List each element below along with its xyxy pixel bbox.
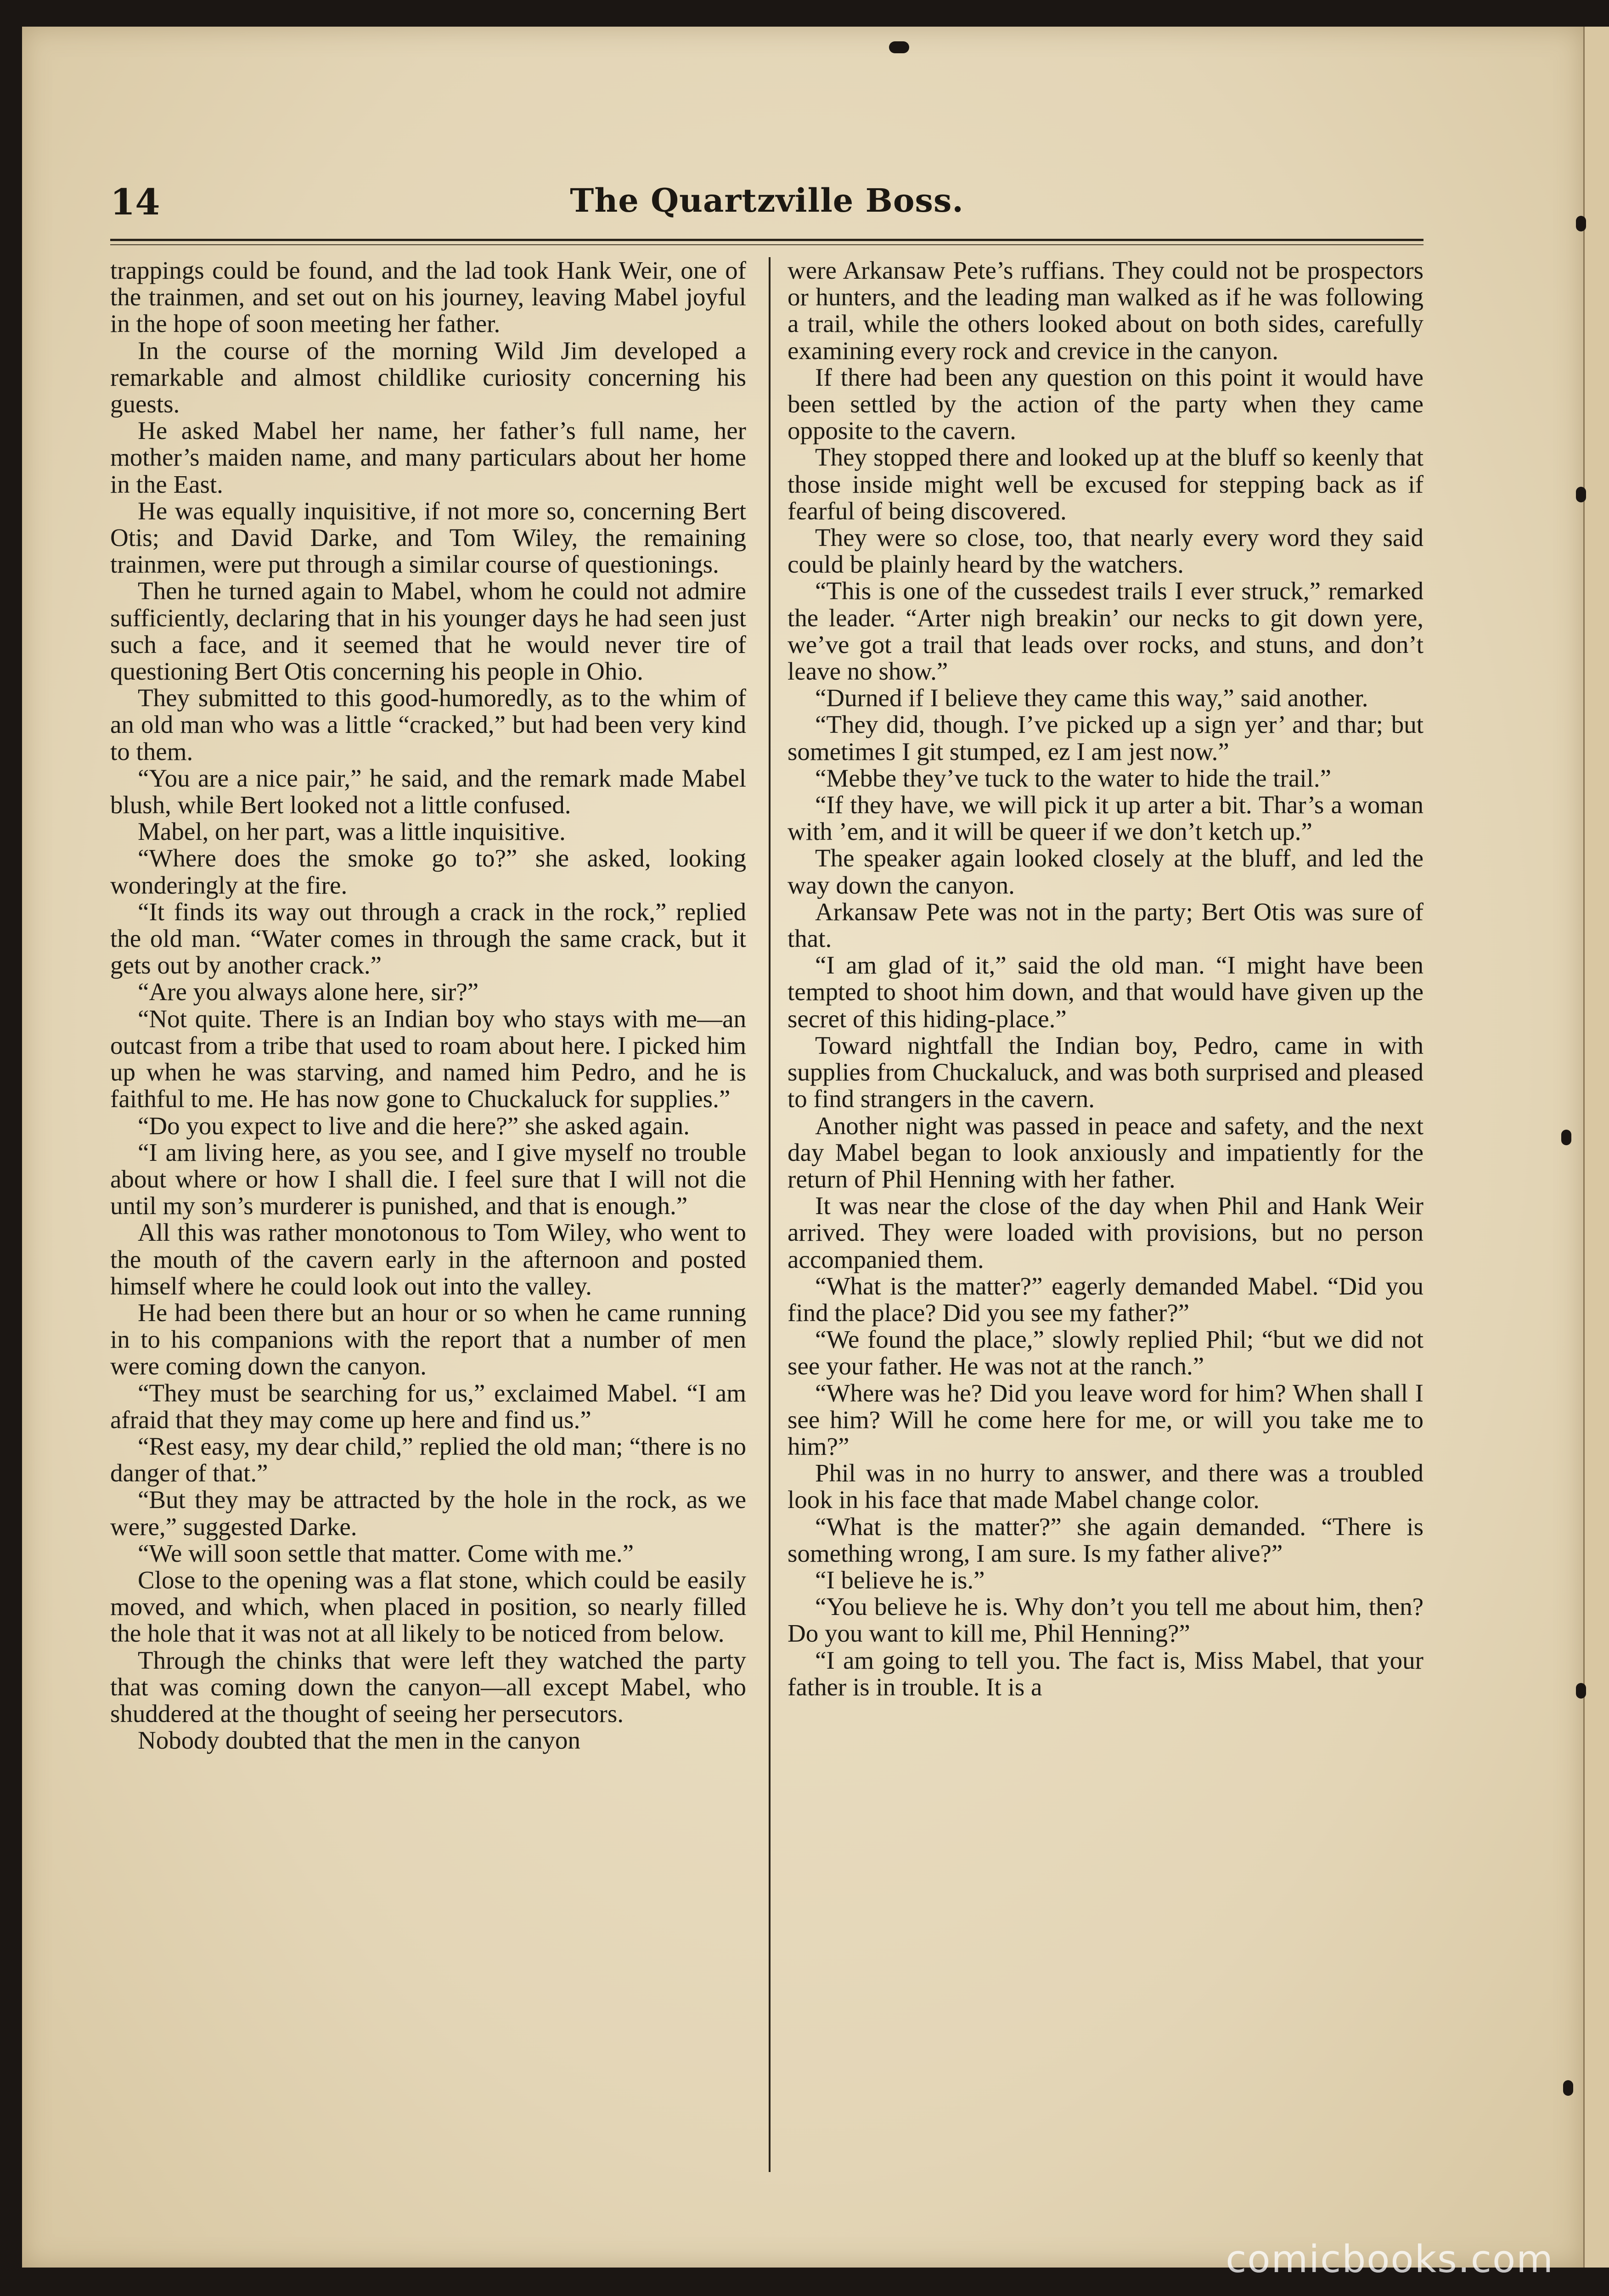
paragraph: In the course of the morning Wild Jim developed a remarkable and almost childlike curiosity concerning his guests. xyxy=(110,336,746,418)
binding-hole xyxy=(1576,216,1586,231)
paragraph: “Where was he? Did you leave word for him? When shall I see him? Will he come here for me, or will you take me to him?” xyxy=(788,1379,1423,1460)
binding-hole xyxy=(1563,2080,1573,2096)
header-rule-thin xyxy=(110,244,1423,245)
paragraph: were Arkansaw Pete’s ruffians. They could not be prospectors or hunters, and the leading man walked as if he was following a trail, while the others looked about on both sides, carefully examining every rock and crevice in the canyon. xyxy=(788,257,1423,365)
paragraph: All this was rather monotonous to Tom Wiley, who went to the mouth of the cavern early in the afternoon and posted himself where he could look out into the valley. xyxy=(110,1218,746,1300)
paragraph: “Where does the smoke go to?” she asked, looking wonderingly at the fire. xyxy=(110,844,746,899)
paragraph: He had been there but an hour or so when he came running in to his companions with the report that a number of men were coming down the canyon. xyxy=(110,1298,746,1380)
binding-hole xyxy=(1576,1683,1586,1699)
paragraph: “Mebbe they’ve tuck to the water to hide the trail.” xyxy=(815,764,1332,792)
paragraph: The speaker again looked closely at the bluff, and led the way down the canyon. xyxy=(788,844,1423,899)
paragraph: Toward nightfall the Indian boy, Pedro, came in with supplies from Chuckaluck, and was both surprised and pleased to find strangers in the cavern. xyxy=(788,1031,1423,1113)
left-column xyxy=(110,257,746,2177)
paragraph: “I am glad of it,” said the old man. “I might have been tempted to shoot him down, and that would have given up the secret of this hiding-place.” xyxy=(788,951,1423,1033)
paragraph: “They did, though. I’ve picked up a sign yer’ and thar; but sometimes I git stumped, ez I am jest now.” xyxy=(788,710,1423,765)
paragraph: Another night was passed in peace and safety, and the next day Mabel began to look anxiously and impatiently for the return of Phil Henning with her father. xyxy=(788,1111,1423,1193)
paragraph: “I am going to tell you. The fact is, Miss Mabel, that your father is in trouble. It is a xyxy=(788,1646,1423,1701)
paragraph: “We found the place,” slowly replied Phil; “but we did not see your father. He was not at the ranch.” xyxy=(788,1325,1423,1380)
paragraph: Nobody doubted that the men in the canyon xyxy=(138,1726,580,1755)
paragraph: “You believe he is. Why don’t you tell me about him, then? Do you want to kill me, Phil Henning?” xyxy=(788,1593,1423,1648)
paragraph: Then he turned again to Mabel, whom he could not admire sufficiently, declaring that in his younger days he had seen just such a face, and it seemed that he would never tire of questioning Bert Otis concerning his people in Ohio. xyxy=(110,577,746,686)
paragraph: trappings could be found, and the lad took Hank Weir, one of the trainmen, and set out on his journey, leaving Mabel joyful in the hope of soon meeting her father. xyxy=(110,257,746,338)
paragraph: “What is the matter?” eagerly demanded Mabel. “Did you find the place? Did you see my father?” xyxy=(788,1272,1423,1327)
paragraph: Close to the opening was a flat stone, which could be easily moved, and which, when placed in position, so nearly filled the hole that it was not at all likely to be noticed from below. xyxy=(110,1565,746,1648)
paragraph: “If they have, we will pick it up arter a bit. Thar’s a woman with ’em, and it will be queer if we don’t ketch up.” xyxy=(788,791,1423,846)
paragraph: It was near the close of the day when Phil and Hank Weir arrived. They were loaded with provisions, but no person accompanied them. xyxy=(788,1192,1423,1273)
paragraph: He was equally inquisitive, if not more so, concerning Bert Otis; and David Darke, and Tom Wiley, the remaining trainmen, were put through a similar course of questionings. xyxy=(110,496,746,579)
page-number: 14 xyxy=(110,181,160,223)
paragraph: Arkansaw Pete was not in the party; Bert Otis was sure of that. xyxy=(788,897,1423,953)
paragraph: “I am living here, as you see, and I give myself no trouble about where or how I shall die. I feel sure that I will not die until my son’s murderer is punished, and that is enough.” xyxy=(110,1138,746,1220)
paragraph: They stopped there and looked up at the bluff so keenly that those inside might well be excused for stepping back as if fearful of being discovered. xyxy=(788,443,1423,525)
paragraph: They were so close, too, that nearly every word they said could be plainly heard by the watchers. xyxy=(788,523,1423,579)
paragraph: “We will soon settle that matter. Come with me.” xyxy=(138,1539,634,1567)
paragraph: “What is the matter?” she again demanded. “There is something wrong, I am sure. Is my father alive?” xyxy=(788,1512,1423,1567)
paragraph: “It finds its way out through a crack in the rock,” replied the old man. “Water comes in through the same crack, but it gets out by another crack.” xyxy=(110,897,746,979)
paragraph: “You are a nice pair,” he said, and the remark made Mabel blush, while Bert looked not a little confused. xyxy=(110,764,746,819)
paragraph: “Are you always alone here, sir?” xyxy=(138,978,479,1006)
paragraph: “I believe he is.” xyxy=(815,1565,985,1594)
right-column xyxy=(788,257,1423,2177)
paragraph: “Rest easy, my dear child,” replied the old man; “there is no danger of that.” xyxy=(110,1432,746,1487)
paragraph: Mabel, on her part, was a little inquisitive. xyxy=(138,817,566,846)
paragraph: “Durned if I believe they came this way,” said another. xyxy=(815,684,1368,712)
running-title: The Quartzville Boss. xyxy=(570,181,964,219)
binding-hole xyxy=(1561,1130,1571,1145)
paragraph: Through the chinks that were left they watched the party that was coming down the canyon—all except Mabel, who shuddered at the thought of seeing her persecutors. xyxy=(110,1646,746,1728)
paragraph: “But they may be attracted by the hole in the rock, as we were,” suggested Darke. xyxy=(110,1486,746,1541)
paragraph: “This is one of the cussedest trails I ever struck,” remarked the leader. “Arter nigh breakin’ our necks to git down yere, we’ve got a trail that leads over rocks, and stuns, and don’t leave no show.” xyxy=(788,577,1423,686)
staple-mark xyxy=(889,41,909,53)
paragraph: They submitted to this good-humoredly, as to the whim of an old man who was a little “cracked,” but had been very kind to them. xyxy=(110,684,746,765)
paragraph: “Do you expect to live and die here?” she asked again. xyxy=(138,1111,690,1140)
adjacent-page-edge xyxy=(1583,27,1609,2268)
binding-hole xyxy=(1576,487,1586,502)
paragraph: “They must be searching for us,” exclaimed Mabel. “I am afraid that they may come up here and find us.” xyxy=(110,1379,746,1434)
header-rule xyxy=(110,239,1423,241)
paragraph: If there had been any question on this point it would have been settled by the action of the party when they came opposite to the cavern. xyxy=(788,363,1423,445)
paragraph: Phil was in no hurry to answer, and there was a troubled look in his face that made Mabel change color. xyxy=(788,1459,1423,1514)
paragraph: “Not quite. There is an Indian boy who stays with me—an outcast from a tribe that used to roam about here. I picked him up when he was starving, and named him Pedro, and he is faithful to me. He has now gone to Chuckaluck for supplies.” xyxy=(110,1004,746,1113)
watermark: comicbooks.com xyxy=(1226,2238,1554,2281)
paragraph: He asked Mabel her name, her father’s full name, her mother’s maiden name, and many particulars about her home in the East. xyxy=(110,416,746,498)
page-header xyxy=(110,163,1423,232)
column-divider xyxy=(769,257,771,2172)
